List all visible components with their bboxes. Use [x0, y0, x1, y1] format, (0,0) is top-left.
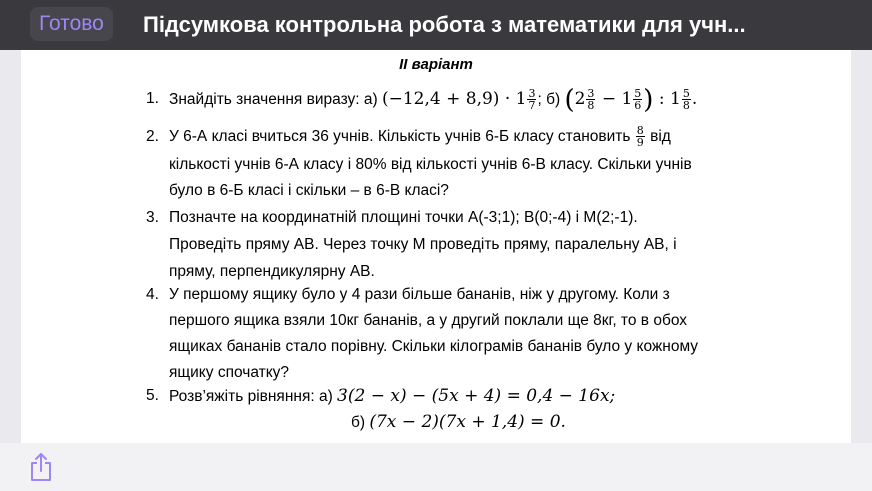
fraction: $\frac{8}{9}$ — [636, 124, 644, 150]
question-text-line: кількості учнів 6-А класу і 80% від кількості учнів 6-В класу. Скільки учнів — [169, 156, 692, 173]
question-text-line: Розв’яжіть рівняння: а) 3(2 − x) − (5x + 4) = 0,4 − 16x; — [169, 386, 616, 406]
document-page — [21, 50, 851, 443]
question-text-line: Проведіть пряму АВ. Через точку М проведіть пряму, паралельну АВ, і — [169, 236, 677, 253]
question-number: 5. — [146, 387, 159, 404]
question-number: 4. — [146, 286, 159, 303]
question-text-line: ящиках бананів стало порівну. Скільки кілограмів бананів було у кожному — [169, 338, 699, 355]
question-text-line: пряму, перпендикулярну АВ. — [169, 263, 375, 280]
document-viewer[interactable] — [0, 50, 872, 443]
question-number: 2. — [146, 128, 159, 145]
question-number: 3. — [146, 209, 159, 226]
question-text-line: б) (7x − 2)(7x + 1,4) = 0. — [351, 412, 566, 432]
document-title: Підсумкова контрольна робота з математики для учн... — [143, 12, 746, 37]
share-icon[interactable] — [28, 452, 54, 482]
navigation-bar — [0, 0, 872, 50]
question-text-line: У 6-А класі вчиться 36 учнів. Кількість учнів 6-Б класу становить $\frac{8}{9}$ від — [169, 124, 671, 150]
done-button[interactable]: Готово — [30, 7, 113, 41]
question-text: Знайдіть значення виразу: а) (−12,4 + 8,9) · 1 $\frac{3}{7}$ ; б) (2 $\frac{3}{8}$ − 1 $\frac{5}{6}$ ) : 1 $\frac{5}{8}$ . — [169, 84, 698, 115]
bottom-toolbar — [0, 443, 872, 491]
question-text-line: було в 6-Б класі і скільки – в 6-В класі? — [169, 182, 449, 199]
question-number: 1. — [146, 90, 159, 107]
question-text-line: ящику спочатку? — [169, 364, 290, 381]
question-text-line: першого ящика взяли 10кг бананів, а у другий поклали ще 8кг, то в обох — [169, 312, 688, 329]
question-text-line: У першому ящику було у 4 рази більше бананів, ніж у другому. Коли з — [169, 286, 670, 303]
question-text-line: Позначте на координатній площині точки А(-3;1); В(0;-4) і М(2;-1). — [169, 209, 638, 226]
fraction: $\frac{3}{7}$ — [528, 87, 536, 113]
variant-heading: II варіант — [399, 56, 473, 73]
